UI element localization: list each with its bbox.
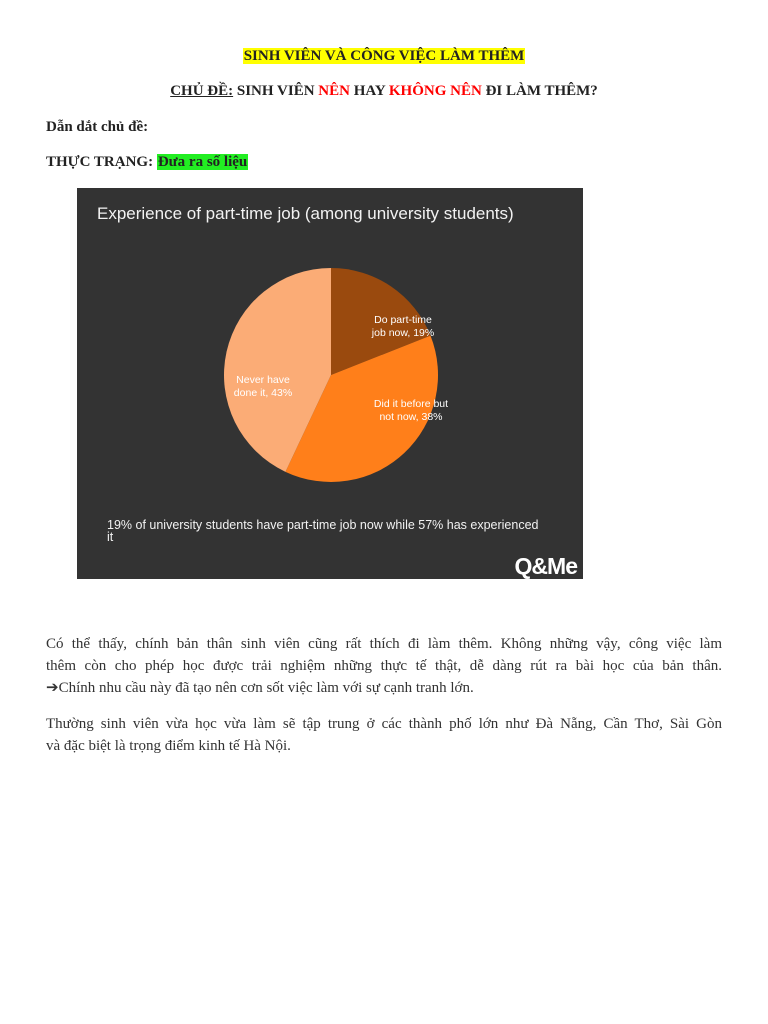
topic-label: CHỦ ĐỀ: [170,83,234,99]
topic-part1: SINH VIÊN [233,83,319,99]
status-highlight: Đưa ra số liệu [157,154,248,170]
paragraph-1-line-3 [46,677,722,699]
title-text: SINH VIÊN VÀ CÔNG VIỆC LÀM THÊM [243,48,525,64]
slice-label-1-line-1: Do part-time [374,314,432,326]
slice-label-1-line-2: job now, 19% [371,327,435,339]
chart-title: Experience of part-time job (among university students) [97,204,514,223]
chart-footnote-line2: it [107,530,114,544]
chart-footnote-line1: 19% of university students have part-time job now while 57% has experienced [107,518,539,532]
paragraph-2 [46,713,722,757]
paragraph-1-line-3-text: Chính nhu cầu này đã tạo nên cơn sốt việc làm với sự cạnh tranh lớn. [58,680,474,696]
pie-chart [77,188,583,579]
pie-chart-image [77,188,583,579]
topic-khong-nen: KHÔNG NÊN [388,83,482,99]
topic-line [0,83,768,100]
topic-part2: HAY [349,83,389,99]
slice-label-3-line-1: Never have [236,374,290,386]
slice-label-2-line-1: Did it before but [373,398,449,410]
paragraph-1-line-2: thêm còn cho phép học được trải nghiệm những thực tế thật, dễ dàng rút ra bài học của bản thân. [46,658,722,674]
paragraph-2-line-1: Thường sinh viên vừa học vừa làm sẽ tập trung ở các thành phố lớn như Đà Nẵng, Cần Thơ, Sài Gòn [46,716,722,732]
intro-heading: Dẫn dắt chủ đề: [46,119,149,135]
topic-part3: ĐI LÀM THÊM? [481,83,598,99]
status-line [46,154,248,171]
paragraph-1-line-1: Có thể thấy, chính bản thân sinh viên cũng rất thích đi làm thêm. Không những vậy, công việc làm [46,636,722,652]
qme-logo: Q&Me [514,553,577,579]
paragraph-1 [46,633,722,699]
arrow-icon: ➔ [46,680,59,696]
document-title [0,48,768,65]
slice-label-2-line-2: not now, 38% [379,411,443,423]
slice-label-3-line-2: done it, 43% [233,387,293,399]
paragraph-2-line-2: và đặc biệt là trọng điểm kinh tế Hà Nội. [46,738,291,754]
topic-nen: NÊN [318,83,350,99]
status-label: THỰC TRẠNG: [46,154,157,170]
